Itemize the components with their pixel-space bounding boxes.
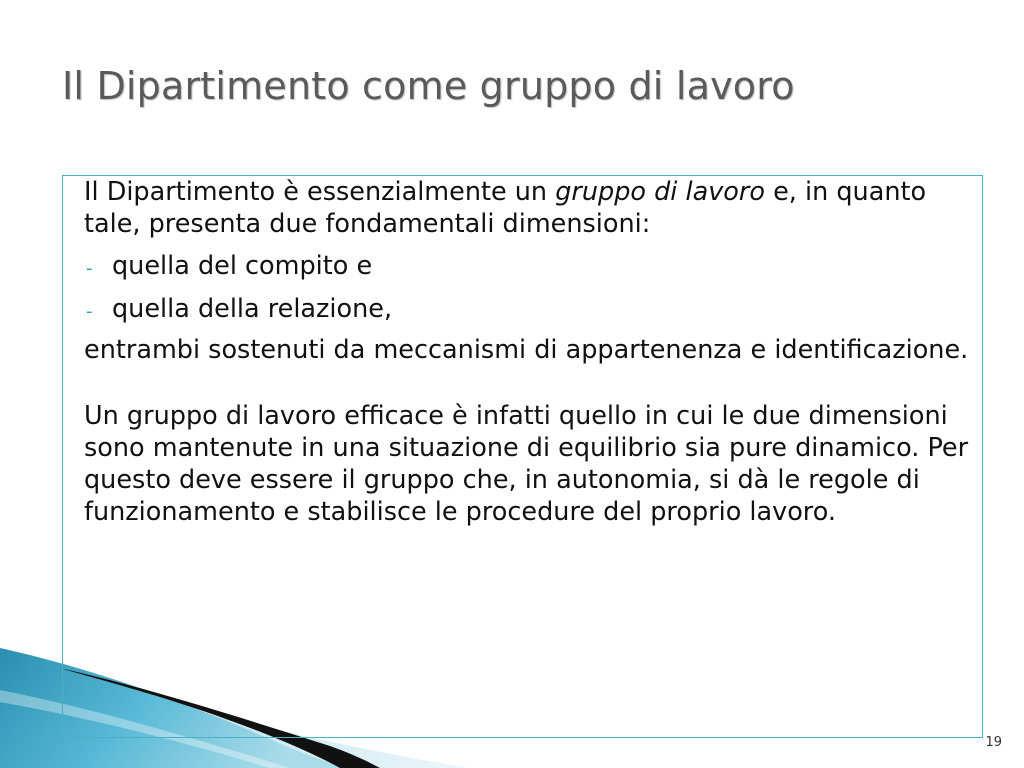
bullet-text: quella della relazione,	[112, 294, 393, 324]
bullet-item	[84, 250, 974, 285]
intro-text-end: e, in quanto tale, presenta due fondamentali dimensioni:	[84, 177, 927, 239]
slide-title: Il Dipartimento come gruppo di lavoro	[62, 64, 795, 108]
dash-bullet-icon: -	[86, 258, 93, 279]
slide-number: 19	[985, 735, 1002, 750]
dash-bullet-icon: -	[86, 301, 93, 322]
paragraph-spacer	[84, 366, 974, 400]
conclusion-paragraph: Un gruppo di lavoro efficace è infatti quello in cui le due dimensioni sono mantenute in una situazione di equilibrio sia pure dinamico. Per questo deve essere il gruppo che, in autonomia, si dà le regole di funzionamento e stabilisce le procedure del proprio lavoro.	[84, 401, 969, 527]
bullet-text: quella del compito e	[112, 251, 373, 281]
intro-italic-term: gruppo di lavoro	[555, 177, 765, 207]
bullet-item	[84, 293, 974, 328]
intro-text-start: Il Dipartimento è essenzialmente un	[84, 177, 556, 207]
intro-paragraph	[84, 176, 974, 240]
content-body	[84, 176, 974, 528]
support-paragraph: entrambi sostenuti da meccanismi di appartenenza e identificazione.	[84, 335, 969, 365]
